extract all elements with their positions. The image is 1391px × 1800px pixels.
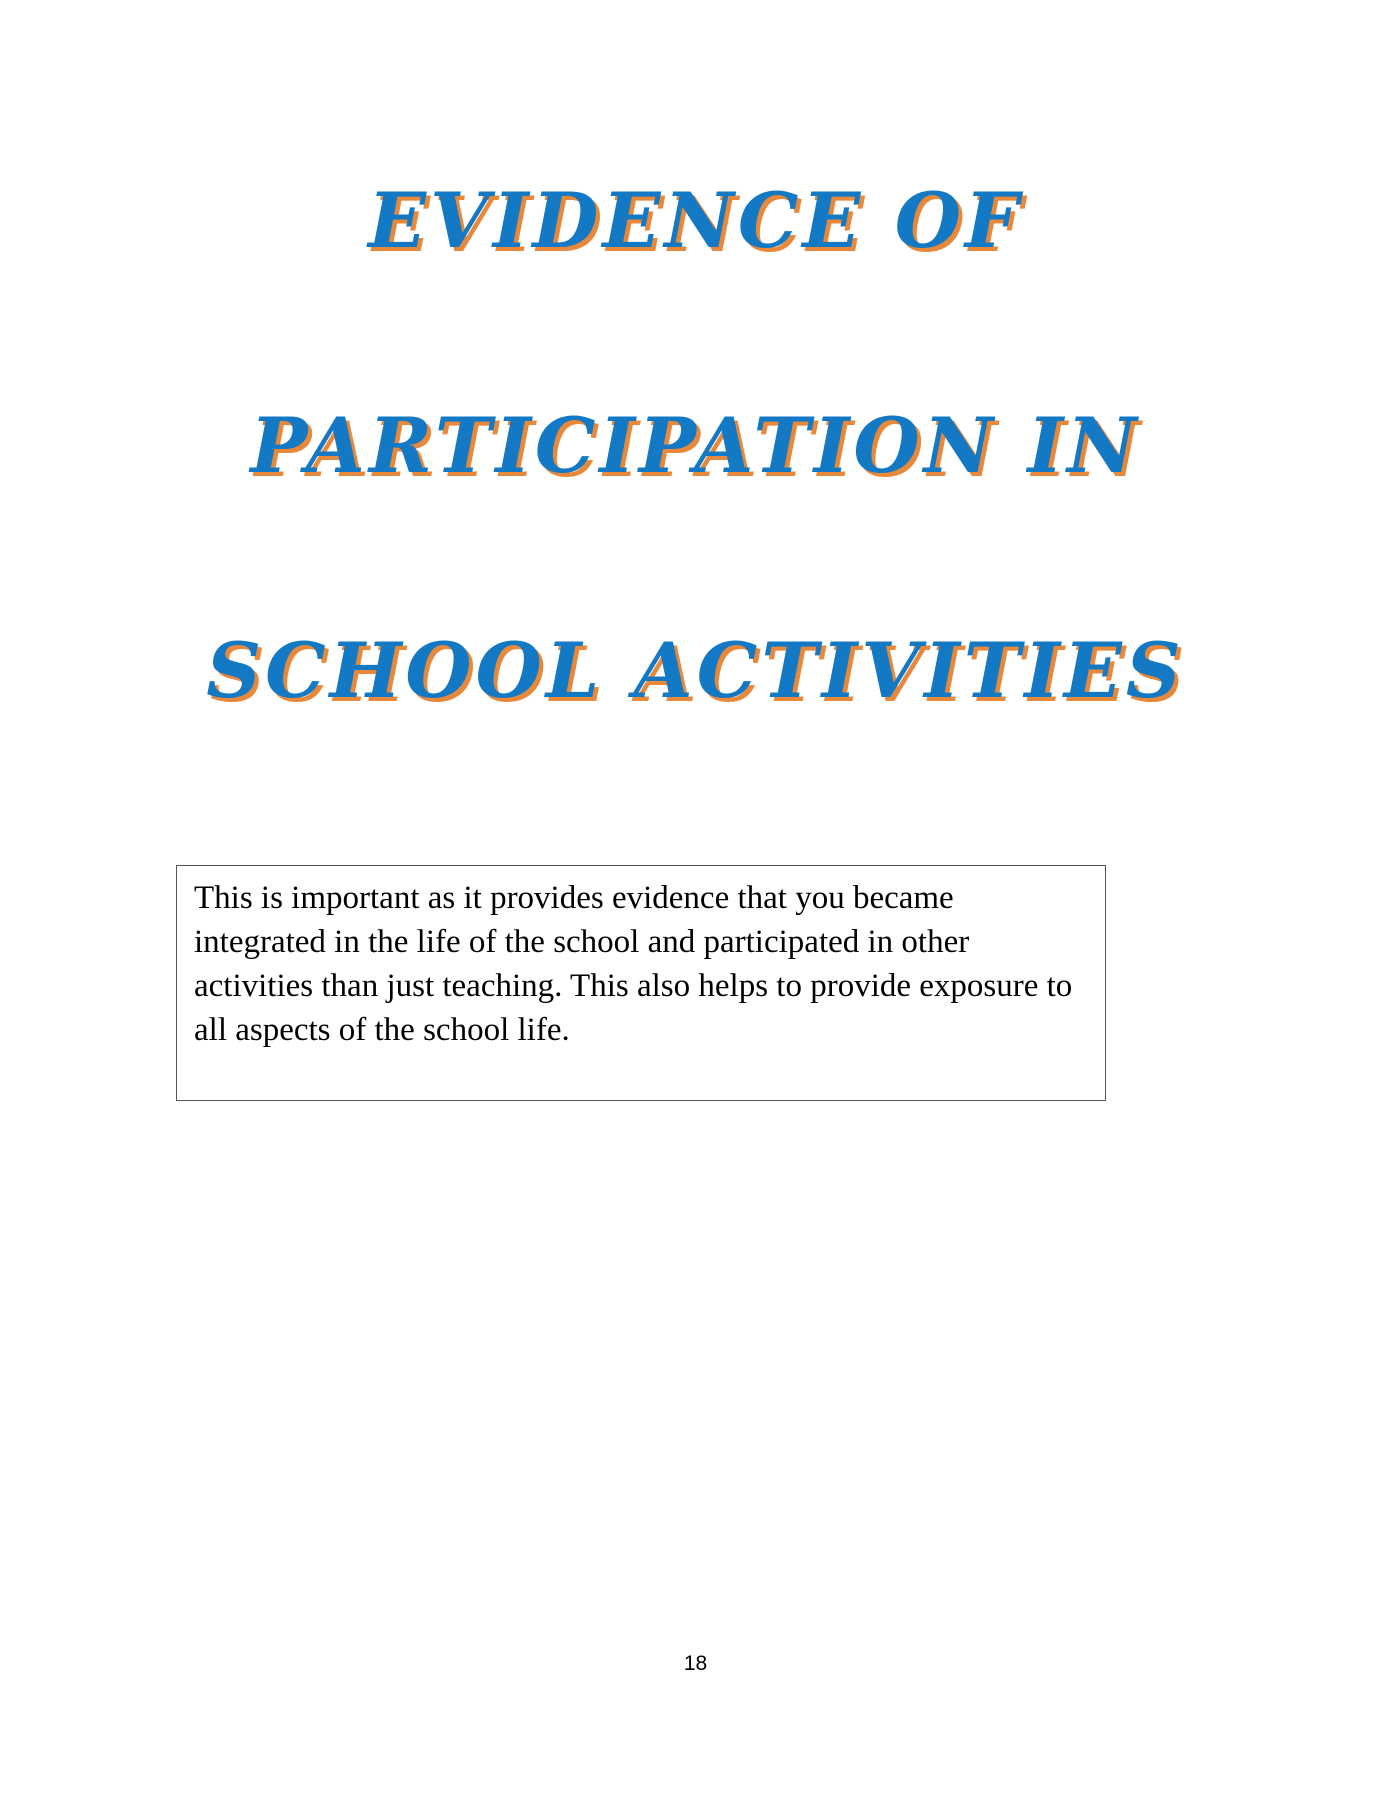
title-line-1: EVIDENCE OF [368,176,1023,265]
title-line-2: PARTICIPATION IN [250,401,1141,490]
note-box [176,865,1106,1101]
title-line-3: SCHOOL ACTIVITIES [206,626,1185,715]
page-number: 18 [683,1652,708,1675]
note-text: This is important as it provides evidence that you became integrated in the life of the school and participated in other activities than just teaching. This also helps to provide exposure to all aspects of the school life. [194,880,1073,1048]
